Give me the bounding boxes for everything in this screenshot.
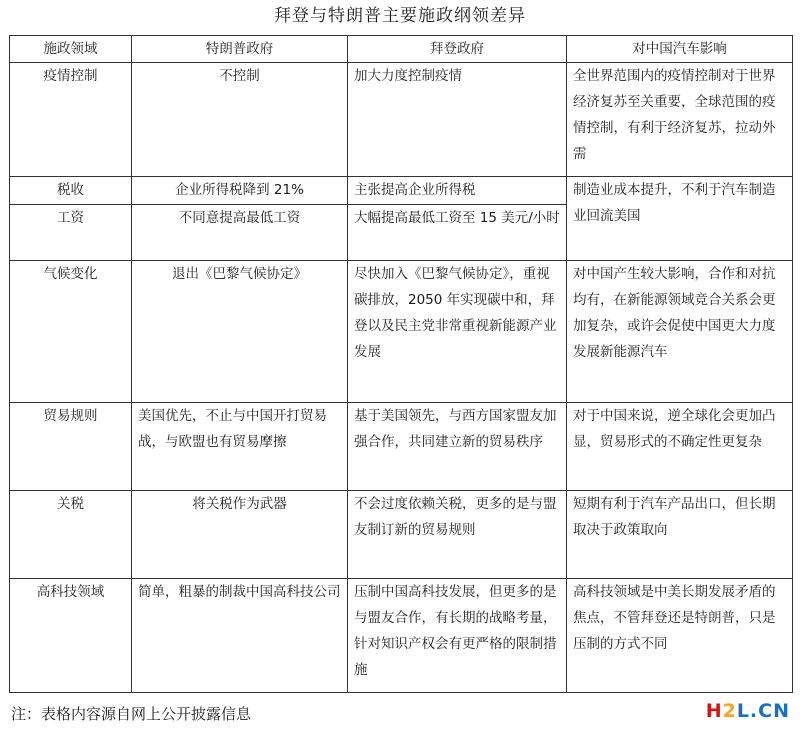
biden-cell: 加大力度控制疫情 [348, 63, 567, 177]
impact-cell: 对于中国来说，逆全球化会更加凸显，贸易形式的不确定性更复杂 [567, 403, 793, 491]
impact-cell: 制造业成本提升，不利于汽车制造业回流美国 [567, 177, 793, 261]
header-biden: 拜登政府 [348, 36, 567, 63]
trump-cell: 退出《巴黎气候协定》 [132, 261, 348, 403]
area-cell: 关税 [10, 491, 132, 579]
impact-cell: 全世界范围内的疫情控制对于世界经济复苏至关重要，全球范围的疫情控制，有利于经济复苏，拉动外需 [567, 63, 793, 177]
table-row [10, 579, 793, 693]
table-row [10, 261, 793, 403]
header-trump: 特朗普政府 [132, 36, 348, 63]
area-cell: 高科技领域 [10, 579, 132, 693]
h2l-watermark-logo [706, 700, 790, 722]
table-title: 拜登与特朗普主要施政纲领差异 [274, 6, 526, 26]
biden-cell: 基于美国领先，与西方国家盟友加强合作，共同建立新的贸易秩序 [348, 403, 567, 491]
impact-cell: 对中国产生较大影响，合作和对抗均有，在新能源领域竞合关系会更加复杂，或许会促使中国更大力度发展新能源汽车 [567, 261, 793, 403]
trump-cell: 企业所得税降到 21% [132, 177, 348, 205]
watermark-2: 2 [722, 700, 737, 722]
biden-cell: 压制中国高科技发展，但更多的是与盟友合作，有长期的战略考量，针对知识产权会有更严格的限制措施 [348, 579, 567, 693]
header-area: 施政领域 [10, 36, 132, 63]
table-row [10, 177, 793, 205]
header-row [10, 36, 793, 63]
table-row [10, 491, 793, 579]
biden-cell: 主张提高企业所得税 [348, 177, 567, 205]
area-cell: 贸易规则 [10, 403, 132, 491]
biden-cell: 不会过度依赖关税，更多的是与盟友制订新的贸易规则 [348, 491, 567, 579]
area-cell: 工资 [10, 205, 132, 261]
trump-cell: 简单，粗暴的制裁中国高科技公司 [132, 579, 348, 693]
trump-cell: 将关税作为武器 [132, 491, 348, 579]
area-cell: 疫情控制 [10, 63, 132, 177]
table-row [10, 403, 793, 491]
impact-cell: 短期有利于汽车产品出口，但长期取决于政策取向 [567, 491, 793, 579]
trump-cell: 美国优先，不止与中国开打贸易战，与欧盟也有贸易摩擦 [132, 403, 348, 491]
header-impact: 对中国汽车影响 [567, 36, 793, 63]
impact-cell: 高科技领域是中美长期发展矛盾的焦点，不管拜登还是特朗普，只是压制的方式不同 [567, 579, 793, 693]
trump-cell: 不控制 [132, 63, 348, 177]
watermark-rest: L.CN [736, 700, 790, 722]
area-cell: 气候变化 [10, 261, 132, 403]
biden-cell: 大幅提高最低工资至 15 美元/小时 [348, 205, 567, 261]
table-row [10, 63, 793, 177]
policy-comparison-table [9, 35, 793, 693]
area-cell: 税收 [10, 177, 132, 205]
biden-cell: 尽快加入《巴黎气候协定》，重视碳排放，2050 年实现碳中和，拜登以及民主党非常重视新能源产业发展 [348, 261, 567, 403]
source-note: 注：表格内容源自网上公开披露信息 [11, 705, 252, 723]
watermark-h: H [705, 700, 723, 722]
trump-cell: 不同意提高最低工资 [132, 205, 348, 261]
